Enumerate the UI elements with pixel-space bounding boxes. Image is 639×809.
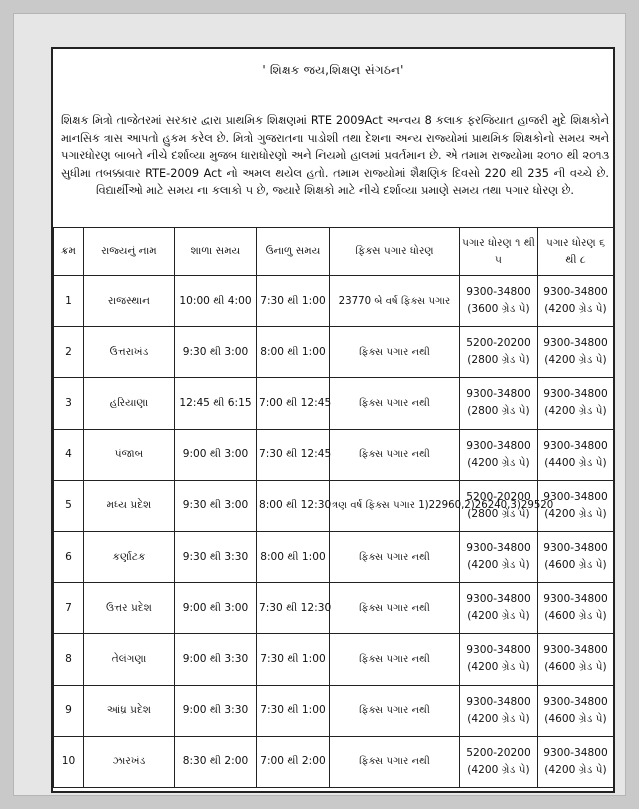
grade-pay: (4600 ગ્રેડ પે) <box>544 712 607 725</box>
cell-fixed-pay: ફિક્સ પગાર નથી <box>330 327 460 378</box>
cell-fixed-pay: ફિક્સ પગાર નથી <box>330 685 460 736</box>
grade-pay: (4200 ગ્રેડ પે) <box>467 661 530 674</box>
header-pay-6-8: પગાર ધોરણ ૬ થી ૮ <box>538 228 614 276</box>
cell-pay-1-5 <box>460 634 538 685</box>
table-row <box>54 583 614 634</box>
table-row <box>54 378 614 429</box>
cell-num: 3 <box>54 378 84 429</box>
pay-scale: 9300-34800 <box>466 593 531 606</box>
pay-scale: 9300-34800 <box>543 286 608 299</box>
cell-school-time: 12:45 થી 6:15 <box>175 378 257 429</box>
cell-num: 5 <box>54 480 84 531</box>
pay-scale: 9300-34800 <box>543 439 608 452</box>
grade-pay: (4200 ગ્રેડ પે) <box>544 405 607 418</box>
header-pay-1-5: પગાર ધોરણ ૧ થી ૫ <box>460 228 538 276</box>
grade-pay: (4200 ગ્રેડ પે) <box>467 456 530 469</box>
grade-pay: (4200 ગ્રેડ પે) <box>467 610 530 623</box>
pay-scale: 9300-34800 <box>466 644 531 657</box>
pay-scale: 9300-34800 <box>466 542 531 555</box>
cell-state: મધ્ય પ્રદેશ <box>84 480 175 531</box>
cell-summer-time: 8:00 થી 1:00 <box>257 327 330 378</box>
cell-school-time: 8:30 થી 2:00 <box>175 736 257 787</box>
header-num: ક્રમ <box>54 228 84 276</box>
cell-summer-time: 8:00 થી 12:30 <box>257 480 330 531</box>
cell-fixed-pay: ત્રણ વર્ષ ફિક્સ પગાર 1)22960,2)26240,3)29520 <box>330 480 460 531</box>
grade-pay: (4200 ગ્રેડ પે) <box>467 559 530 572</box>
cell-pay-1-5 <box>460 327 538 378</box>
table-row <box>54 634 614 685</box>
cell-pay-6-8 <box>538 378 614 429</box>
pay-scale: 9300-34800 <box>543 593 608 606</box>
cell-fixed-pay: ફિક્સ પગાર નથી <box>330 531 460 582</box>
cell-num: 2 <box>54 327 84 378</box>
cell-pay-1-5 <box>460 276 538 327</box>
table-row <box>54 736 614 787</box>
header-state: રાજ્યનું નામ <box>84 228 175 276</box>
cell-pay-6-8 <box>538 480 614 531</box>
cell-fixed-pay: ફિક્સ પગાર નથી <box>330 429 460 480</box>
pay-scale: 9300-34800 <box>466 439 531 452</box>
cell-summer-time: 7:30 થી 1:00 <box>257 276 330 327</box>
grade-pay: (2800 ગ્રેડ પે) <box>467 507 530 520</box>
cell-summer-time: 7:30 થી 1:00 <box>257 685 330 736</box>
pay-scale: 9300-34800 <box>543 388 608 401</box>
cell-pay-6-8 <box>538 634 614 685</box>
pay-scale: 5200-20200 <box>466 337 531 350</box>
cell-fixed-pay: ફિક્સ પગાર નથી <box>330 634 460 685</box>
cell-school-time: 9:00 થી 3:00 <box>175 429 257 480</box>
cell-school-time: 9:00 થી 3:00 <box>175 583 257 634</box>
pay-scale: 9300-34800 <box>466 286 531 299</box>
grade-pay: (4200 ગ્રેડ પે) <box>544 354 607 367</box>
table-row <box>54 429 614 480</box>
cell-summer-time: 7:00 થી 2:00 <box>257 736 330 787</box>
teacher-pay-table <box>53 227 614 788</box>
cell-summer-time: 7:30 થી 12:30 <box>257 583 330 634</box>
grade-pay: (4200 ગ્રેડ પે) <box>544 763 607 776</box>
pay-scale: 5200-20200 <box>466 746 531 759</box>
cell-num: 9 <box>54 685 84 736</box>
cell-pay-1-5 <box>460 583 538 634</box>
cell-school-time: 9:00 થી 3:30 <box>175 685 257 736</box>
photo-frame <box>14 14 625 795</box>
cell-num: 7 <box>54 583 84 634</box>
pay-scale: 9300-34800 <box>543 695 608 708</box>
header-summer-time: ઉનાળુ સમય <box>257 228 330 276</box>
pay-scale: 9300-34800 <box>543 490 608 503</box>
cell-fixed-pay: ફિક્સ પગાર નથી <box>330 583 460 634</box>
grade-pay: (4200 ગ્રેડ પે) <box>467 763 530 776</box>
table-row <box>54 327 614 378</box>
pay-scale: 9300-34800 <box>543 644 608 657</box>
pay-scale: 5200-20200 <box>466 490 531 503</box>
cell-pay-1-5 <box>460 480 538 531</box>
table-row <box>54 685 614 736</box>
cell-num: 4 <box>54 429 84 480</box>
cell-pay-6-8 <box>538 327 614 378</box>
cell-pay-6-8 <box>538 583 614 634</box>
cell-state: પંજાબ <box>84 429 175 480</box>
intro-paragraph: શિક્ષક મિત્રો તાજેતરમાં સરકાર દ્વારા પ્રાથમિક શિક્ષણમાં RTE 2009Act અન્વય 8 કલાક ફરજિયાત હાજરી મુદે શિક્ષકોને માનસિક ત્રાસ આપતો હુકમ કરેલ છે. મિત્રો ગુજરાતના પાડોશી તથા દેશના અન્ય રાજ્યોમાં પ્રાથમિક શિક્ષકોનો સમય અને પગારધોરણ બાબતે નીચે દર્શાવ્યા મુજબ ધારાધોરણો અને નિયમો હાલમાં પ્રવર્તમાન છે. એ તમામ રાજ્યોમા ૨૦૧૦ થી ૨૦૧૩ સુધીમા તબક્કાવાર RTE-2009 Act નો અમલ થયેલ હતો. તમામ રાજ્યોમાં શૈક્ષણિક દિવસો 220 થી 235 ની વચ્ચે છે. વિદ્યાર્થીઓ માટે સમય ના કલાકો ૫ છે, જ્યારે શિક્ષકો માટે નીચે દર્શાવ્યા પ્રમાણે સમય તથા પગાર ધોરણ છે. <box>61 114 609 198</box>
cell-pay-6-8 <box>538 276 614 327</box>
grade-pay: (3600 ગ્રેડ પે) <box>467 303 530 316</box>
cell-pay-1-5 <box>460 531 538 582</box>
document-title: ' શિક્ષક જય,શિક્ષણ સંગઠન' <box>262 63 404 77</box>
cell-state: રાજસ્થાન <box>84 276 175 327</box>
cell-school-time: 9:30 થી 3:00 <box>175 327 257 378</box>
cell-state: ઉત્તર પ્રદેશ <box>84 583 175 634</box>
cell-state: તેલંગણા <box>84 634 175 685</box>
pay-scale: 9300-34800 <box>466 695 531 708</box>
cell-num: 6 <box>54 531 84 582</box>
table-header <box>54 228 614 276</box>
header-fixed-pay: ફિક્સ પગાર ધોરણ <box>330 228 460 276</box>
cell-school-time: 9:00 થી 3:30 <box>175 634 257 685</box>
cell-summer-time: 7:00 થી 12:45 <box>257 378 330 429</box>
cell-pay-1-5 <box>460 685 538 736</box>
cell-fixed-pay: ફિક્સ પગાર નથી <box>330 378 460 429</box>
grade-pay: (4200 ગ્રેડ પે) <box>544 507 607 520</box>
cell-pay-6-8 <box>538 429 614 480</box>
table-row <box>54 531 614 582</box>
cell-pay-1-5 <box>460 429 538 480</box>
cell-summer-time: 7:30 થી 12:45 <box>257 429 330 480</box>
cell-state: કર્ણાટક <box>84 531 175 582</box>
grade-pay: (4600 ગ્રેડ પે) <box>544 610 607 623</box>
pay-scale: 9300-34800 <box>543 542 608 555</box>
cell-state: આંધ્ર પ્રદેશ <box>84 685 175 736</box>
cell-state: ઉત્તરાખંડ <box>84 327 175 378</box>
cell-pay-6-8 <box>538 531 614 582</box>
grade-pay: (4200 ગ્રેડ પે) <box>544 303 607 316</box>
pay-scale: 9300-34800 <box>466 388 531 401</box>
grade-pay: (4600 ગ્રેડ પે) <box>544 559 607 572</box>
grade-pay: (4600 ગ્રેડ પે) <box>544 661 607 674</box>
pay-scale: 9300-34800 <box>543 337 608 350</box>
cell-pay-1-5 <box>460 378 538 429</box>
cell-pay-1-5 <box>460 736 538 787</box>
cell-num: 1 <box>54 276 84 327</box>
cell-summer-time: 8:00 થી 1:00 <box>257 531 330 582</box>
cell-school-time: 9:30 થી 3:00 <box>175 480 257 531</box>
table-body <box>54 276 614 788</box>
cell-num: 8 <box>54 634 84 685</box>
grade-pay: (2800 ગ્રેડ પે) <box>467 405 530 418</box>
cell-pay-6-8 <box>538 685 614 736</box>
grade-pay: (4200 ગ્રેડ પે) <box>467 712 530 725</box>
cell-school-time: 10:00 થી 4:00 <box>175 276 257 327</box>
cell-fixed-pay: 23770 બે વર્ષ ફિક્સ પગાર <box>330 276 460 327</box>
grade-pay: (4400 ગ્રેડ પે) <box>544 456 607 469</box>
table-row <box>54 480 614 531</box>
table-row <box>54 276 614 327</box>
cell-school-time: 9:30 થી 3:30 <box>175 531 257 582</box>
table-header-row <box>54 228 614 276</box>
document-page <box>51 47 615 793</box>
pay-scale: 9300-34800 <box>543 746 608 759</box>
cell-pay-6-8 <box>538 736 614 787</box>
header-school-time: શાળા સમય <box>175 228 257 276</box>
cell-fixed-pay: ફિક્સ પગાર નથી <box>330 736 460 787</box>
cell-state: ઝારખંડ <box>84 736 175 787</box>
cell-state: હરિયાણા <box>84 378 175 429</box>
cell-summer-time: 7:30 થી 1:00 <box>257 634 330 685</box>
cell-num: 10 <box>54 736 84 787</box>
grade-pay: (2800 ગ્રેડ પે) <box>467 354 530 367</box>
